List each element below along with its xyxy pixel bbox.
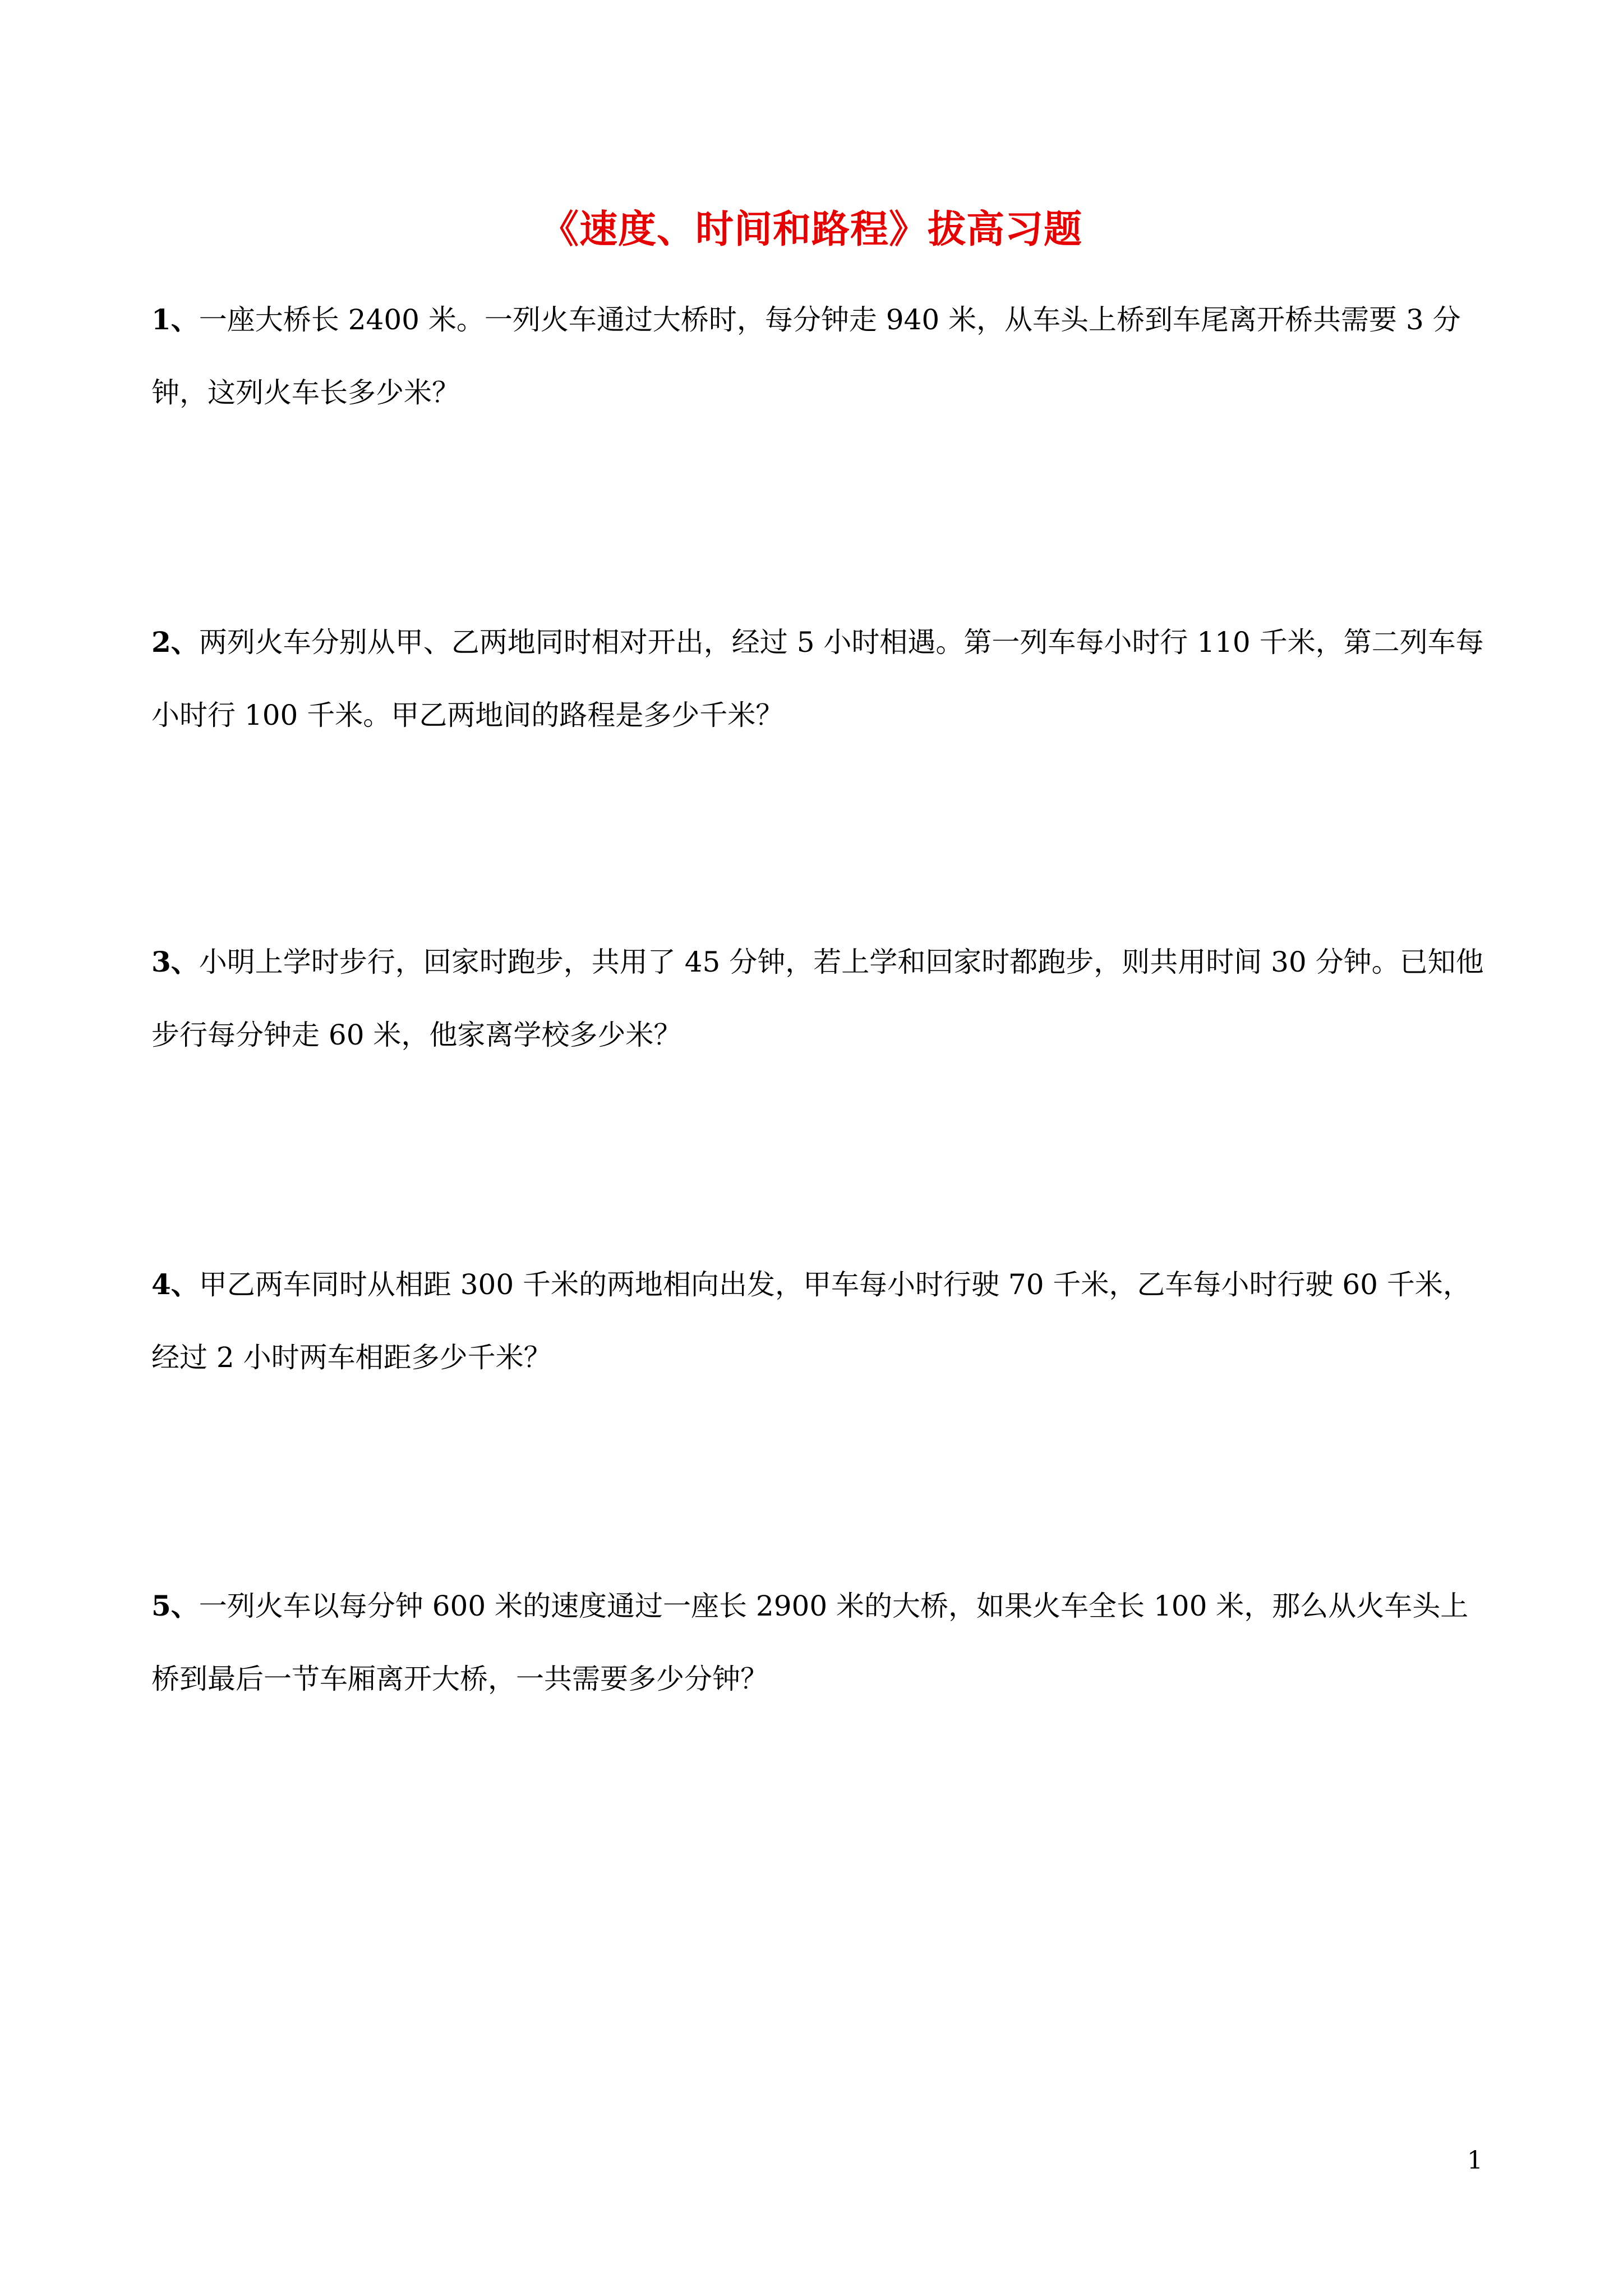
question-number: 3、	[151, 945, 199, 978]
question-2	[151, 606, 1486, 752]
question-1	[151, 283, 1486, 429]
question-text: 小明上学时步行，回家时跑步，共用了 45 分钟，若上学和回家时都跑步，则共用时间 30 分钟。已知他步行每分钟走 60 米，他家离学校多少米？	[151, 946, 1484, 1051]
question-text: 两列火车分别从甲、乙两地同时相对开出，经过 5 小时相遇。第一列车每小时行 110 千米，第二列车每小时行 100 千米。甲乙两地间的路程是多少千米？	[151, 626, 1484, 731]
question-number: 4、	[151, 1268, 199, 1301]
question-text: 甲乙两车同时从相距 300 千米的两地相向出发，甲车每小时行驶 70 千米，乙车每小时行驶 60 千米，经过 2 小时两车相距多少千米？	[151, 1268, 1471, 1374]
question-number: 1、	[151, 303, 199, 336]
question-4	[151, 1248, 1486, 1394]
question-3	[151, 926, 1486, 1071]
page-number: 1	[1467, 2146, 1483, 2175]
question-text: 一列火车以每分钟 600 米的速度通过一座长 2900 米的大桥，如果火车全长 100 米，那么从火车头上桥到最后一节车厢离开大桥，一共需要多少分钟？	[151, 1590, 1469, 1695]
question-number: 5、	[151, 1589, 199, 1622]
page-title: 《速度、时间和路程》拔高习题	[540, 207, 1082, 252]
question-number: 2、	[151, 625, 199, 659]
question-5	[151, 1570, 1486, 1715]
question-text: 一座大桥长 2400 米。一列火车通过大桥时，每分钟走 940 米，从车头上桥到车尾离开桥共需要 3 分钟，这列火车长多少米？	[151, 303, 1461, 409]
